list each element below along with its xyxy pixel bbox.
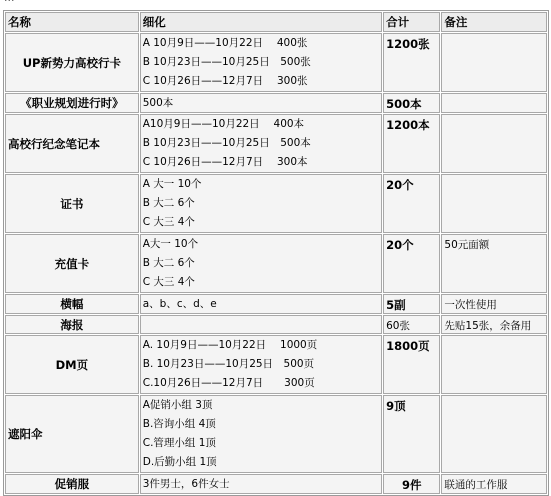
item-detail bbox=[140, 33, 382, 92]
item-total: 1200本 bbox=[383, 114, 440, 173]
item-note: 50元面额 bbox=[441, 234, 547, 293]
item-total: 5副 bbox=[383, 294, 440, 314]
detail-line: C.管理小组 1顶 bbox=[142, 437, 216, 449]
table-row bbox=[5, 395, 547, 473]
item-note: 联通的工作服 bbox=[441, 474, 547, 494]
detail-line: 500本 bbox=[142, 97, 174, 109]
item-total: 1800页 bbox=[383, 335, 440, 394]
item-note bbox=[441, 395, 547, 473]
table-row bbox=[5, 33, 547, 92]
item-detail bbox=[140, 335, 382, 394]
item-name: 证书 bbox=[5, 174, 139, 233]
detail-line: A 10月9日——10月22日 400张 bbox=[142, 37, 308, 49]
item-detail bbox=[140, 114, 382, 173]
item-note bbox=[441, 93, 547, 113]
detail-line bbox=[143, 317, 379, 333]
detail-line: C 大三 4个 bbox=[142, 216, 195, 228]
table-row bbox=[5, 93, 547, 113]
item-detail bbox=[140, 395, 382, 473]
detail-line: B. 10月23日——10月25日 500页 bbox=[142, 358, 315, 370]
table-row bbox=[5, 294, 547, 314]
table-row bbox=[5, 114, 547, 173]
detail-line: A促销小组 3顶 bbox=[142, 399, 213, 411]
detail-line: A 大一 10个 bbox=[142, 178, 202, 190]
table-row bbox=[5, 335, 547, 394]
detail-line: 3件男士，6件女士 bbox=[142, 478, 230, 490]
detail-line: a、b、c、d、e bbox=[142, 298, 217, 310]
item-detail bbox=[140, 93, 382, 113]
table-row bbox=[5, 474, 547, 494]
item-note bbox=[441, 114, 547, 173]
detail-line: C 大三 4个 bbox=[142, 276, 195, 288]
item-name: 促销服 bbox=[5, 474, 139, 494]
item-name: DM页 bbox=[5, 335, 139, 394]
table-row bbox=[5, 234, 547, 293]
detail-line: C 10月26日——12月7日 300本 bbox=[142, 156, 308, 168]
item-name: 海报 bbox=[5, 315, 139, 334]
detail-line: A大一 10个 bbox=[142, 238, 199, 250]
table-header-row bbox=[5, 12, 547, 32]
item-detail bbox=[140, 315, 382, 334]
item-name: 《职业规划进行时》 bbox=[5, 93, 139, 113]
table-caption bbox=[4, 0, 15, 4]
materials-table bbox=[3, 10, 549, 496]
item-total: 1200张 bbox=[383, 33, 440, 92]
item-name: 充值卡 bbox=[5, 234, 139, 293]
item-total: 20个 bbox=[383, 234, 440, 293]
detail-line: B 大二 6个 bbox=[142, 197, 195, 209]
item-detail bbox=[140, 474, 382, 494]
detail-line: B 10月23日——10月25日 500本 bbox=[142, 137, 311, 149]
header-name: 名称 bbox=[5, 12, 139, 32]
item-name: 高校行纪念笔记本 bbox=[5, 114, 139, 173]
table-row bbox=[5, 315, 547, 334]
detail-line: B.咨询小组 4顶 bbox=[142, 418, 216, 430]
detail-line: B 大二 6个 bbox=[142, 257, 195, 269]
item-total: 20个 bbox=[383, 174, 440, 233]
item-total: 9件 bbox=[383, 474, 440, 494]
detail-line: C.10月26日——12月7日 300页 bbox=[142, 377, 315, 389]
table-row bbox=[5, 174, 547, 233]
item-detail bbox=[140, 294, 382, 314]
item-total: 9顶 bbox=[383, 395, 440, 473]
detail-line: A. 10月9日——10月22日 1000页 bbox=[142, 339, 318, 351]
item-name: UP新势力高校行卡 bbox=[5, 33, 139, 92]
header-total: 合计 bbox=[383, 12, 440, 32]
item-note bbox=[441, 174, 547, 233]
header-note: 备注 bbox=[441, 12, 547, 32]
item-name: 横幅 bbox=[5, 294, 139, 314]
item-note: 先贴15张，余备用 bbox=[441, 315, 547, 334]
detail-line: D.后勤小组 1顶 bbox=[142, 456, 217, 468]
item-note bbox=[441, 33, 547, 92]
detail-line: A10月9日——10月22日 400本 bbox=[142, 118, 305, 130]
detail-line: B 10月23日——10月25日 500张 bbox=[142, 56, 311, 68]
header-detail: 细化 bbox=[140, 12, 382, 32]
item-detail bbox=[140, 234, 382, 293]
item-total: 500本 bbox=[383, 93, 440, 113]
item-total: 60张 bbox=[383, 315, 440, 334]
item-note bbox=[441, 335, 547, 394]
detail-line: C 10月26日——12月7日 300张 bbox=[142, 75, 308, 87]
item-detail bbox=[140, 174, 382, 233]
item-note: 一次性使用 bbox=[441, 294, 547, 314]
item-name: 遮阳伞 bbox=[5, 395, 139, 473]
